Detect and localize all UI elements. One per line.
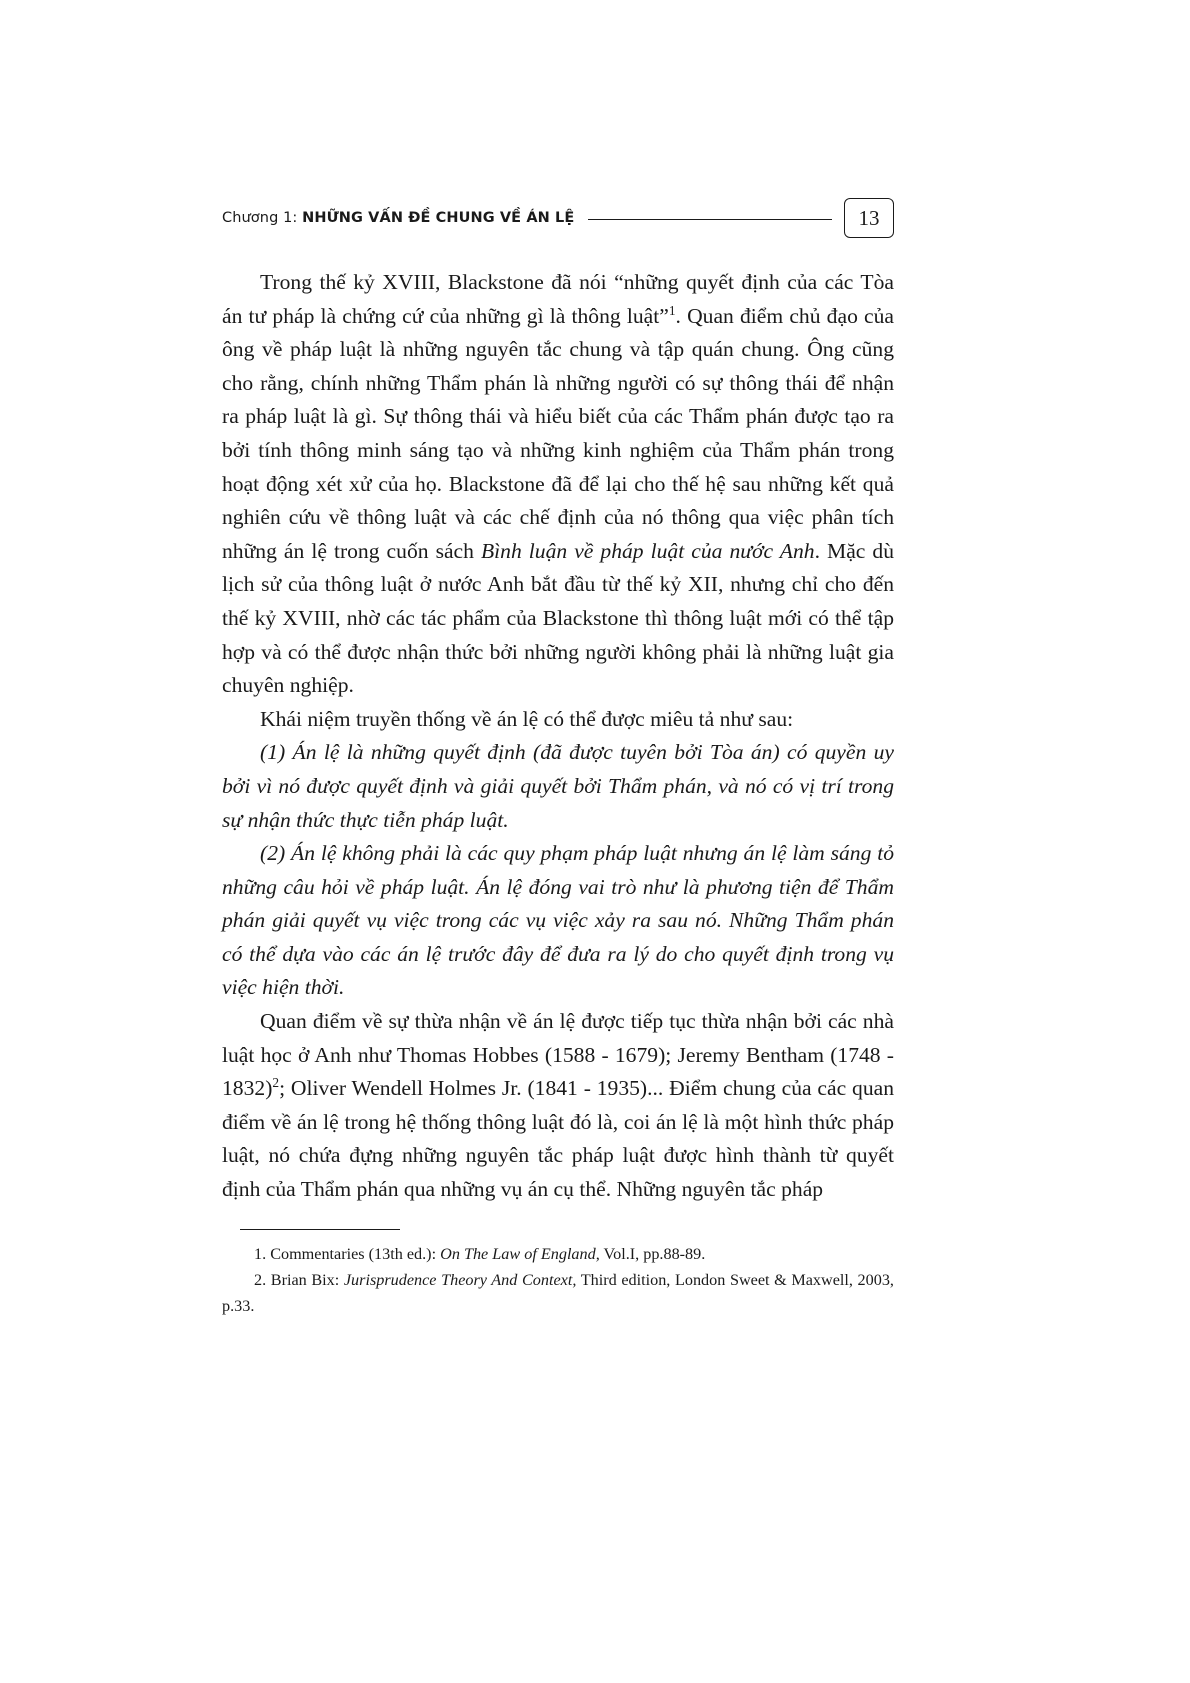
footnote-1-title: On The Law of England, [440, 1245, 600, 1263]
paragraph-4: (2) Án lệ không phải là các quy phạm pháp luật nhưng án lệ làm sáng tỏ những câu hỏi về pháp luật. Án lệ đóng vai trò như là phương tiện để Thẩm phán giải quyết vụ việc trong các vụ việc xảy ra sau nó. Những Thẩm phán có thể dựa vào các án lệ trước đây để đưa ra lý do cho quyết định trong vụ việc hiện thời. [222, 841, 894, 1000]
footnote-ref-1: 1 [668, 302, 676, 318]
book-title-binh-luan: Bình luận về pháp luật của nước Anh [480, 538, 815, 563]
footnotes-section [222, 1229, 894, 1319]
running-head [222, 196, 894, 240]
running-head-text [222, 210, 574, 226]
chapter-label: Chương 1: [222, 210, 298, 226]
page-number: 13 [844, 198, 894, 238]
paragraph-3: (1) Án lệ là những quyết định (đã được tuyên bởi Tòa án) có quyền uy bởi vì nó được quyết định và giải quyết bởi Thẩm phán, và nó có vị trí trong sự nhận thức thực tiễn pháp luật. [222, 740, 894, 832]
body-text [222, 266, 894, 1207]
paragraph-2: Khái niệm truyền thống về án lệ có thể được miêu tả như sau: [260, 706, 794, 731]
footnote-1-suffix: Vol.I, pp.88-89. [599, 1245, 706, 1263]
paragraph-5: Quan điểm về sự thừa nhận về án lệ được tiếp tục thừa nhận bởi các nhà luật học ở Anh như Thomas Hobbes (1588 - 1679); Jeremy Bentham (1748 - 1832)$^2$; Oliver Wendell Holmes Jr. (1841 - 1935)... Điểm chung của các quan điểm về án lệ trong hệ thống thông luật đó là, coi án lệ là một hình thức pháp luật, nó chứa đựng những nguyên tắc pháp luật được hình thành từ quyết định của Thẩm phán qua những vụ án cụ thể. Những nguyên tắc pháp [222, 1009, 894, 1202]
footnote-1-number: 1. [254, 1245, 267, 1263]
footnote-1 [222, 1241, 894, 1267]
footnote-separator-line [240, 1229, 400, 1230]
page-content [222, 196, 894, 1207]
header-divider-line [588, 219, 832, 220]
footnote-ref-2: 2 [272, 1075, 280, 1091]
chapter-title: NHỮNG VẤN ĐỀ CHUNG VỀ ÁN LỆ [302, 210, 575, 226]
footnote-1-prefix: Commentaries (13th ed.): [266, 1245, 441, 1263]
footnote-2 [222, 1267, 894, 1319]
footnote-2-title: Jurisprudence Theory And Context, [343, 1271, 577, 1289]
footnote-2-prefix: Brian Bix: [266, 1271, 344, 1289]
paragraph-1: Trong thế kỷ XVIII, Blackstone đã nói “những quyết định của các Tòa án tư pháp là chứng cứ của những gì là thông luật”$^1$. Quan điểm chủ đạo của ông về pháp luật là những nguyên tắc chung và tập quán chung. Ông cũng cho rằng, chính những Thẩm phán là những người có sự thông thái để nhận ra pháp luật là gì. Sự thông thái và hiểu biết của các Thẩm phán được tạo ra bởi tính thông minh sáng tạo và những kinh nghiệm của Thẩm phán trong hoạt động xét xử của họ. Blackstone đã để lại cho thế hệ sau những kết quả nghiên cứu về thông luật và các chế định của nó thông qua việc phân tích những án lệ trong cuốn sách Bình luận về pháp luật của nước Anh. Mặc dù lịch sử của thông luật ở nước Anh bắt đầu từ thế kỷ XII, nhưng chỉ cho đến thế kỷ XVIII, nhờ các tác phẩm của Blackstone thì thông luật mới có thể tập hợp và có thể được nhận thức bởi những người không phải là những luật gia chuyên nghiệp. [222, 270, 894, 698]
footnote-2-number: 2. [254, 1271, 267, 1289]
footnote-2-suffix: Third edition, London Sweet & Maxwell, 2003, p.33. [222, 1271, 894, 1315]
